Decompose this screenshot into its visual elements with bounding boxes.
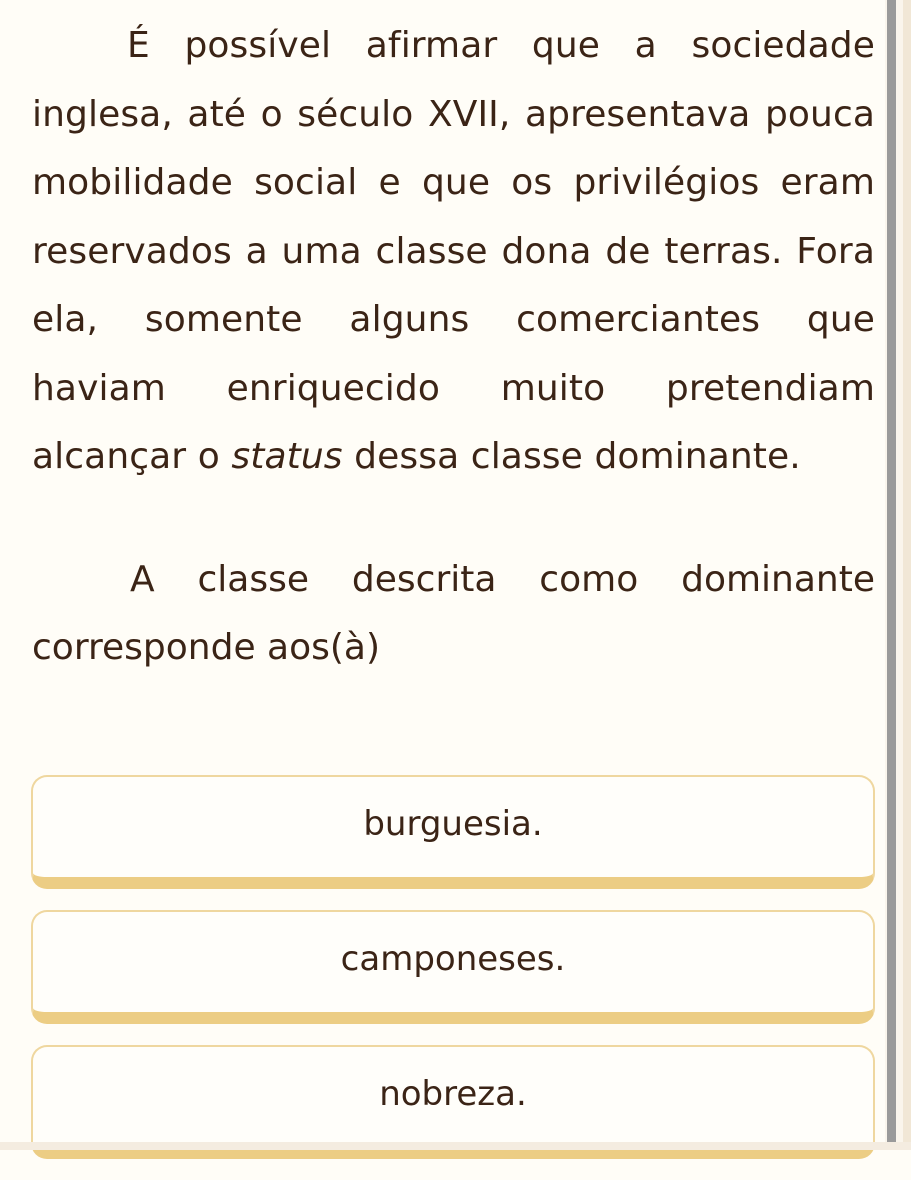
scrollbar[interactable] (885, 0, 903, 1150)
option-label: nobreza. (379, 1074, 527, 1114)
passage-text (32, 0, 875, 492)
scrollbar-thumb[interactable] (887, 0, 896, 1150)
option-button-camponeses[interactable] (31, 910, 875, 1024)
option-label: burguesia. (363, 804, 543, 844)
passage-italic-word: status (231, 436, 343, 477)
option-label: camponeses. (340, 939, 566, 979)
passage-text-end: dessa classe dominante. (342, 436, 801, 477)
answer-options (31, 775, 875, 1180)
question-content (32, 0, 875, 683)
question-prompt: A classe descrita como dominante corresponde aos(à) (32, 558, 875, 668)
bottom-edge (0, 1142, 911, 1150)
window-edge (903, 0, 911, 1150)
option-button-burguesia[interactable] (31, 775, 875, 889)
passage-text-main: É possível afirmar que a sociedade inglesa, até o século XVII, apresentava pouca mobilidade social e que os privilégios eram reservados a uma classe dona de terras. Fora ela, somente alguns comerciantes que haviam enriquecido muito pretendiam alcançar o (32, 25, 875, 477)
